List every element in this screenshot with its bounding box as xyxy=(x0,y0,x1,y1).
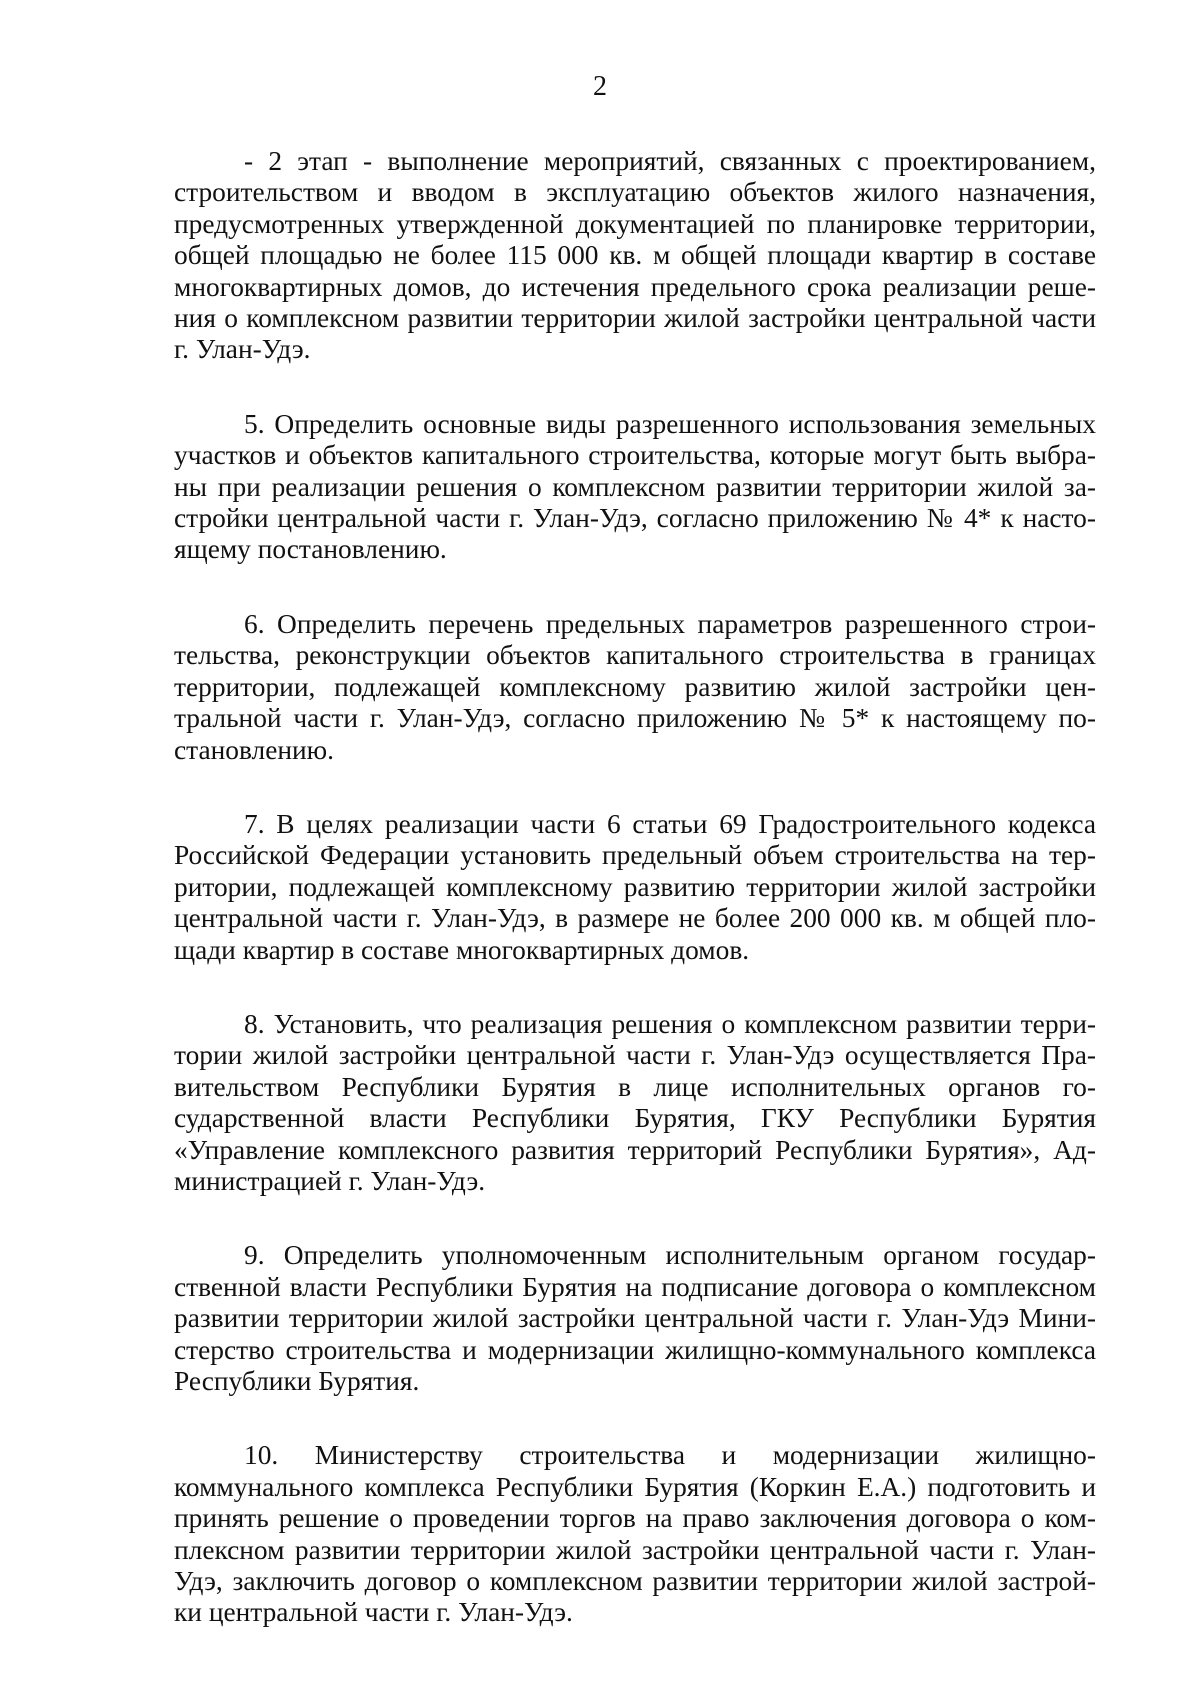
paragraph-item-8 xyxy=(174,1009,1096,1197)
paragraph-item-7 xyxy=(174,809,1096,966)
paragraph-line: 10. Министерству строительства и модернизации жилищно- xyxy=(244,1440,1096,1471)
paragraph-line: - 2 этап - выполнение мероприятий, связанных с проектированием, xyxy=(244,146,1096,176)
paragraph-stage-2 xyxy=(174,146,1096,366)
paragraph-line: ритории, подлежащей комплексному развитию территории жилой застройки xyxy=(174,871,1096,902)
paragraph-line: становлению. xyxy=(174,734,334,765)
paragraph-line: тории жилой застройки центральной части г. Улан-Удэ осуществляется Пра- xyxy=(174,1040,1096,1071)
paragraph-line: 9. Определить уполномоченным исполнительным органом государ- xyxy=(244,1240,1096,1271)
paragraph-line: Российской Федерации установить предельный объем строительства на тер- xyxy=(174,840,1096,871)
paragraph-line: 7. В целях реализации части 6 статьи 69 Градостроительного кодекса xyxy=(244,808,1096,839)
paragraph-line: участков и объектов капитального строительства, которые могут быть выбра- xyxy=(174,440,1096,471)
paragraph-item-5 xyxy=(174,409,1096,566)
paragraph-line: Республики Бурятия. xyxy=(174,1366,420,1396)
paragraph-line: принять решение о проведении торгов на право заключения договора о ком- xyxy=(174,1503,1096,1534)
paragraph-line: ственной власти Республики Бурятия на подписание договора о комплексном xyxy=(174,1271,1096,1302)
paragraph-line: общей площадью не более 115 000 кв. м общей площади квартир в составе xyxy=(174,240,1096,271)
paragraph-line: ки центральной части г. Улан-Удэ. xyxy=(174,1597,573,1628)
paragraph-line: стройки центральной части г. Улан-Удэ, согласно приложению № 4* к насто- xyxy=(174,503,1096,534)
paragraph-line: ны при реализации решения о комплексном развитии территории жилой за- xyxy=(174,471,1096,502)
paragraph-line: развитии территории жилой застройки центральной части г. Улан-Удэ Мини- xyxy=(174,1303,1096,1334)
paragraph-line: сударственной власти Республики Бурятия, ГКУ Республики Бурятия xyxy=(174,1103,1096,1134)
paragraph-line: министрацией г. Улан-Удэ. xyxy=(174,1165,486,1196)
paragraph-line: 6. Определить перечень предельных параметров разрешенного строи- xyxy=(244,608,1096,639)
paragraph-line: вительством Республики Бурятия в лице исполнительных органов го- xyxy=(174,1071,1096,1102)
paragraph-line: тральной части г. Улан-Удэ, согласно приложению № 5* к настоящему по- xyxy=(174,703,1096,734)
paragraph-line: 8. Установить, что реализация решения о комплексном развитии терри- xyxy=(244,1008,1096,1039)
paragraph-line: предусмотренных утвержденной документацией по планировке территории, xyxy=(174,208,1096,239)
paragraph-line: строительством и вводом в эксплуатацию объектов жилого назначения, xyxy=(174,177,1096,208)
paragraph-item-9 xyxy=(174,1240,1096,1397)
paragraph-item-6 xyxy=(174,609,1096,766)
paragraph-line: центральной части г. Улан-Удэ, в размере не более 200 000 кв. м общей пло- xyxy=(174,903,1096,934)
paragraph-line: территории, подлежащей комплексному развитию жилой застройки цен- xyxy=(174,671,1096,702)
document-body xyxy=(174,146,1096,1672)
paragraph-line: ния о комплексном развитии территории жилой застройки центральной части xyxy=(174,303,1096,334)
paragraph-line: щади квартир в составе многоквартирных домов. xyxy=(174,934,750,965)
paragraph-line: Удэ, заключить договор о комплексном развитии территории жилой застрой- xyxy=(174,1566,1096,1597)
paragraph-line: ящему постановлению. xyxy=(174,534,447,565)
paragraph-line: стерство строительства и модернизации жилищно-коммунального комплекса xyxy=(174,1334,1096,1365)
paragraph-line: «Управление комплексного развития территорий Республики Бурятия», Ад- xyxy=(174,1134,1096,1165)
paragraph-line: г. Улан-Удэ. xyxy=(174,334,311,365)
paragraph-item-10 xyxy=(174,1440,1096,1628)
paragraph-line: тельства, реконструкции объектов капитального строительства в границах xyxy=(174,640,1096,671)
paragraph-line: плексном развитии территории жилой застройки центральной части г. Улан- xyxy=(174,1534,1096,1565)
paragraph-line: многоквартирных домов, до истечения предельного срока реализации реше- xyxy=(174,271,1096,302)
paragraph-line: 5. Определить основные виды разрешенного использования земельных xyxy=(244,408,1096,439)
paragraph-line: коммунального комплекса Республики Бурятия (Коркин Е.А.) подготовить и xyxy=(174,1471,1096,1502)
page-number: 2 xyxy=(593,71,607,102)
